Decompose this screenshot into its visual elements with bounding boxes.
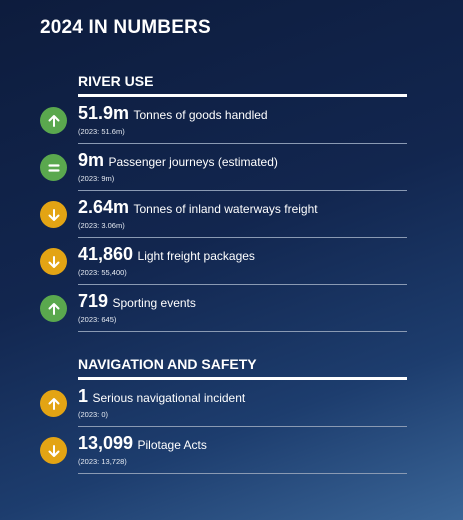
arrow-up-icon (40, 390, 67, 417)
equals-icon (40, 154, 67, 181)
stat-row-passenger-journeys (40, 144, 407, 191)
stat-label: Serious navigational incident (92, 391, 246, 405)
stat-previous: (2023: 645) (78, 315, 117, 324)
stat-label: Tonnes of goods handled (133, 108, 268, 122)
stat-value: 41,860 (78, 244, 134, 264)
stat-previous: (2023: 55,400) (78, 268, 127, 277)
stat-row-sporting-events (40, 285, 407, 332)
arrow-down-icon (40, 437, 67, 464)
stat-previous: (2023: 13,728) (78, 457, 127, 466)
stat-previous: (2023: 9m) (78, 174, 115, 183)
stat-text (78, 197, 407, 238)
stat-previous: (2023: 3.06m) (78, 221, 125, 230)
stat-text (78, 386, 407, 427)
stat-text (78, 244, 407, 285)
stat-label: Sporting events (112, 296, 196, 310)
stat-text (78, 103, 407, 144)
arrow-down-icon (40, 248, 67, 275)
stat-row-inland-freight (40, 191, 407, 238)
stat-text (78, 150, 407, 191)
stat-text (78, 291, 407, 332)
stat-value: 2.64m (78, 197, 130, 217)
stat-value: 719 (78, 291, 109, 311)
arrow-up-icon (40, 107, 67, 134)
stat-value: 51.9m (78, 103, 130, 123)
section-title: RIVER USE (78, 73, 407, 97)
stat-text (78, 433, 407, 474)
section-navigation-safety (40, 356, 407, 474)
stat-label: Light freight packages (137, 249, 255, 263)
stat-label: Pilotage Acts (137, 438, 207, 452)
stat-row-navigational-incident (40, 380, 407, 427)
stat-value: 9m (78, 150, 105, 170)
stat-row-pilotage-acts (40, 427, 407, 474)
arrow-up-icon (40, 295, 67, 322)
stat-row-goods-handled (40, 97, 407, 144)
stat-row-light-freight (40, 238, 407, 285)
stat-label: Tonnes of inland waterways freight (133, 202, 318, 216)
stat-value: 1 (78, 386, 89, 406)
section-river-use (40, 73, 407, 332)
page-title: 2024 IN NUMBERS (40, 17, 211, 38)
stat-value: 13,099 (78, 433, 134, 453)
arrow-down-icon (40, 201, 67, 228)
section-title: NAVIGATION AND SAFETY (78, 356, 407, 380)
stat-previous: (2023: 51.6m) (78, 127, 125, 136)
stat-label: Passenger journeys (estimated) (108, 155, 278, 169)
stat-previous: (2023: 0) (78, 410, 109, 419)
